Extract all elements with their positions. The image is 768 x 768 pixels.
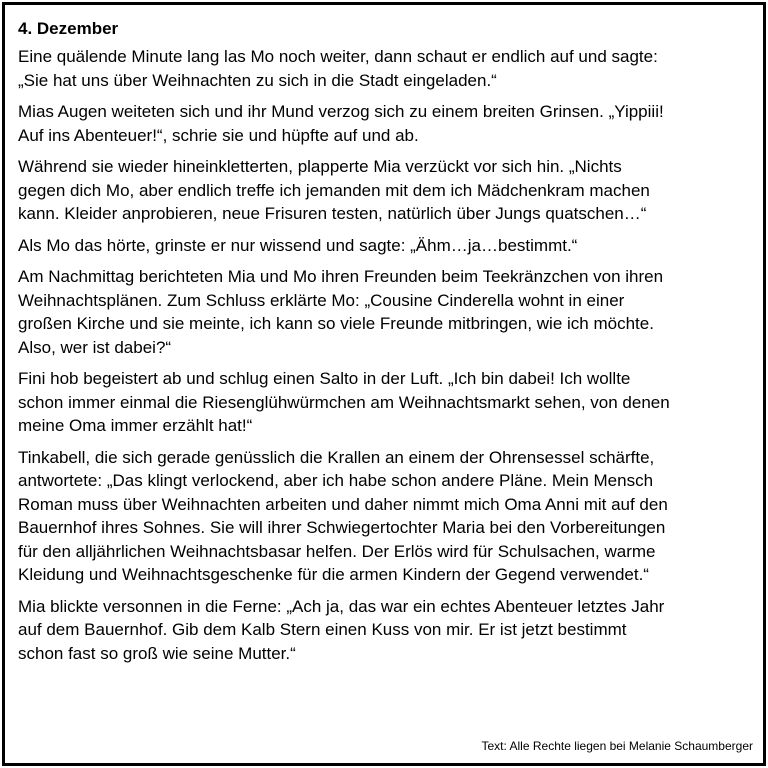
text-line: Also, wer ist dabei?“ xyxy=(18,337,172,357)
copyright-credit: Text: Alle Rechte liegen bei Melanie Schaumberger xyxy=(481,739,753,753)
text-line: Roman muss über Weihnachten arbeiten und daher nimmt mich Oma Anni mit auf den xyxy=(18,494,668,514)
paragraph-8 xyxy=(18,595,754,666)
text-line: Eine quälende Minute lang las Mo noch weiter, dann schaut er endlich auf und sagte: xyxy=(18,47,658,66)
paragraph-2 xyxy=(18,100,754,147)
text-line: schon immer einmal die Riesenglühwürmchen am Weihnachtsmarkt sehen, von denen xyxy=(18,392,670,412)
page-title: 4. Dezember xyxy=(18,19,119,38)
text-line: Weihnachtsplänen. Zum Schluss erklärte Mo: „Cousine Cinderella wohnt in einer xyxy=(18,290,625,310)
paragraph-3 xyxy=(18,155,754,226)
paragraph-4 xyxy=(18,234,754,258)
text-line: auf dem Bauernhof. Gib dem Kalb Stern einen Kuss von mir. Er ist jetzt bestimmt xyxy=(18,620,627,639)
paragraph-1 xyxy=(18,45,754,92)
text-line: Bauernhof ihres Sohnes. Sie will ihrer Schwiegertochter Maria bei den Vorbereitungen xyxy=(18,518,666,537)
text-line: Kleidung und Weihnachtsgeschenke für die armen Kindern der Gegend verwendet.“ xyxy=(18,565,649,584)
text-line: großen Kirche und sie meinte, ich kann so viele Freunde mitbringen, wie ich möchte. xyxy=(18,314,654,333)
text-line: gegen dich Mo, aber endlich treffe ich jemanden mit dem ich Mädchenkram machen xyxy=(18,180,650,200)
text-line: Als Mo das hörte, grinste er nur wissend und sagte: „Ähm…ja…bestimmt.“ xyxy=(18,235,578,255)
text-line: meine Oma immer erzählt hat!“ xyxy=(18,416,253,435)
story-content xyxy=(18,17,754,673)
text-line: Tinkabell, die sich gerade genüsslich die Krallen an einem der Ohrensessel schärfte, xyxy=(18,447,655,467)
text-line: Auf ins Abenteuer!“, schrie sie und hüpfte auf und ab. xyxy=(18,125,419,145)
text-line: kann. Kleider anprobieren, neue Frisuren testen, natürlich über Jungs quatschen…“ xyxy=(18,204,647,223)
text-line: Während sie wieder hineinkletterten, plapperte Mia verzückt vor sich hin. „Nichts xyxy=(18,157,622,176)
paragraph-6 xyxy=(18,367,754,438)
page-frame xyxy=(2,2,766,766)
text-line: für den alljährlichen Weihnachtsbasar helfen. Der Erlös wird für Schulsachen, warme xyxy=(18,541,656,561)
text-line: „Sie hat uns über Weihnachten zu sich in die Stadt eingeladen.“ xyxy=(18,70,497,90)
text-line: Mia blickte versonnen in die Ferne: „Ach ja, das war ein echtes Abenteuer letztes Jahr xyxy=(18,596,665,616)
text-line: Mias Augen weiteten sich und ihr Mund verzog sich zu einem breiten Grinsen. „Yippiii! xyxy=(18,102,664,121)
text-line: schon fast so groß wie seine Mutter.“ xyxy=(18,643,296,663)
text-line: Fini hob begeistert ab und schlug einen Salto in der Luft. „Ich bin dabei! Ich wollte xyxy=(18,369,631,388)
paragraph-7 xyxy=(18,446,754,587)
paragraph-5 xyxy=(18,265,754,359)
text-line: Am Nachmittag berichteten Mia und Mo ihren Freunden beim Teekränzchen von ihren xyxy=(18,267,664,286)
text-line: antwortete: „Das klingt verlockend, aber ich habe schon andere Pläne. Mein Mensch xyxy=(18,471,654,490)
